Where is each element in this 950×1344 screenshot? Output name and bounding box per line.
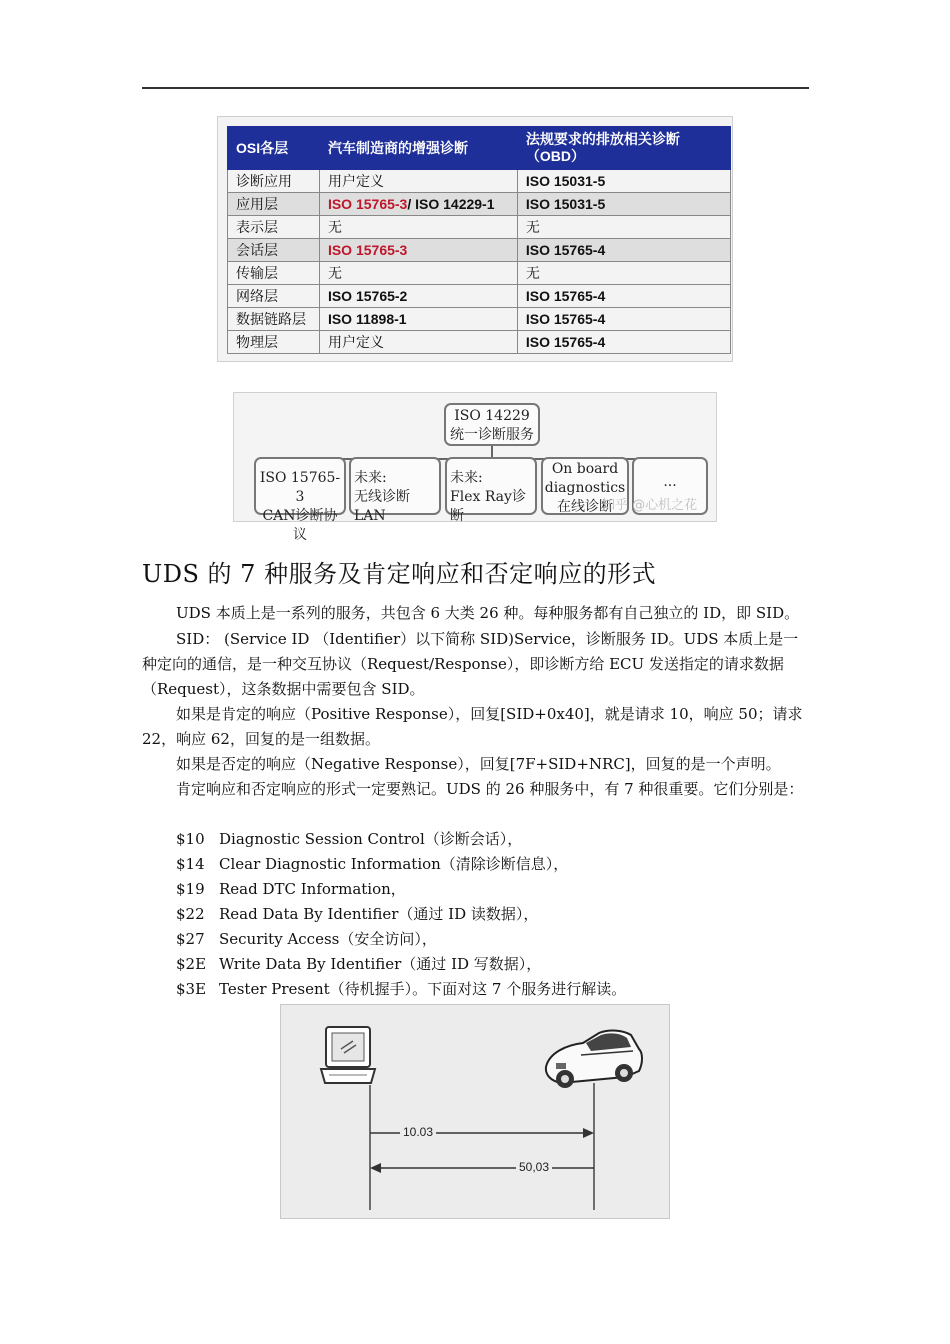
table-cell: 用户定义 xyxy=(319,331,517,354)
paragraph-5: 肯定响应和否定响应的形式一定要熟记。UDS 的 26 种服务中，有 7 种很重要。它们分别是： xyxy=(176,780,804,798)
table-row xyxy=(228,193,731,216)
request-label: 10.03 xyxy=(400,1125,436,1139)
header-oem-diagnostics: 汽车制造商的增强诊断 xyxy=(319,127,517,170)
table-cell: ISO 15765-4 xyxy=(517,331,730,354)
table-row xyxy=(228,331,731,354)
header-rule xyxy=(142,87,809,89)
osi-layer-table-figure xyxy=(217,116,733,362)
table-row xyxy=(228,285,731,308)
service-code: $3E xyxy=(176,980,207,998)
service-item xyxy=(176,952,541,977)
child-node-line: 无线诊断LAN xyxy=(354,489,410,524)
header-obd-diagnostics: 法规要求的排放相关诊断 （OBD） xyxy=(517,127,730,170)
child-node-line: 在线诊断 xyxy=(557,499,613,515)
child-node-wireless-lan xyxy=(349,457,441,524)
paragraph-3: 如果是肯定的响应（Positive Response），回复[SID+0x40]，就是请求 10，响应 50；请求 22，响应 62，回复的是一组数据。 xyxy=(142,705,803,748)
table-cell: 会话层 xyxy=(228,239,320,262)
service-text: Read Data By Identifier（通过 ID 读数据）， xyxy=(219,905,539,923)
table-cell: ISO 15765-2 xyxy=(319,285,517,308)
header-osi-layer: OSI各层 xyxy=(228,127,320,170)
table-cell: 无 xyxy=(319,262,517,285)
child-node-flexray xyxy=(445,457,537,524)
service-item xyxy=(176,877,406,902)
service-item xyxy=(176,977,626,1002)
response-arrowhead xyxy=(370,1163,381,1173)
request-arrowhead xyxy=(583,1128,594,1138)
child-node-line: ISO 15765-3 xyxy=(259,470,341,505)
request-response-sequence-figure xyxy=(280,1004,670,1219)
root-node-line2: 统一诊断服务 xyxy=(450,427,534,443)
table-cell: ISO 15031-5 xyxy=(517,193,730,216)
child-node-line: On board xyxy=(551,461,619,477)
service-code: $22 xyxy=(176,905,205,923)
root-node-line1: ISO 14229 xyxy=(454,408,530,424)
root-node-uds xyxy=(444,403,540,446)
table-cell: 无 xyxy=(319,216,517,239)
table-cell: ISO 15031-5 xyxy=(517,170,730,193)
child-node-line: CAN诊断协议 xyxy=(262,508,338,543)
service-item xyxy=(176,902,538,927)
table-cell: 数据链路层 xyxy=(228,308,320,331)
child-node-line: 未来: xyxy=(354,470,387,486)
laptop-icon xyxy=(321,1027,375,1083)
child-node-can xyxy=(254,457,346,543)
child-node-line: ... xyxy=(663,474,677,490)
child-node-line: diagnostics xyxy=(544,480,626,496)
table-row xyxy=(228,239,731,262)
table-cell: 无 xyxy=(517,262,730,285)
table-cell: ISO 15765-4 xyxy=(517,285,730,308)
service-text: Tester Present（待机握手）。下面对这 7 个服务进行解读。 xyxy=(219,980,627,998)
table-cell: ISO 15765-4 xyxy=(517,308,730,331)
table-header-row xyxy=(228,127,731,170)
table-cell: 用户定义 xyxy=(319,170,517,193)
table-cell: 无 xyxy=(517,216,730,239)
child-node-line: Flex Ray诊断 xyxy=(450,489,526,524)
service-code: $14 xyxy=(176,855,205,873)
service-code: $27 xyxy=(176,930,205,948)
table-cell: 应用层 xyxy=(228,193,320,216)
service-item xyxy=(176,927,437,952)
service-text: Clear Diagnostic Information（清除诊断信息）， xyxy=(219,855,569,873)
service-text: Security Access（安全访问）， xyxy=(219,930,437,948)
service-text: Read DTC Information， xyxy=(219,880,406,898)
sequence-graphics xyxy=(281,1005,671,1220)
table-cell: ISO 15765-3 xyxy=(319,239,517,262)
service-item xyxy=(176,827,522,852)
table-cell: ISO 15765-4 xyxy=(517,239,730,262)
table-cell: ISO 11898-1 xyxy=(319,308,517,331)
table-cell: ISO 15765-3/ ISO 14229-1 xyxy=(319,193,517,216)
table-row xyxy=(228,216,731,239)
paragraph-2: SID： (Service ID （Identifier）以下简称 SID)Service，诊断服务 ID。UDS 本质上是一种定向的通信，是一种交互协议（Request/Response），即诊断方给 ECU 发送指定的请求数据（Request），这条数据中需要包含 SID。 xyxy=(142,630,799,698)
watermark: 知乎 @心机之花 xyxy=(602,498,698,513)
service-code: $2E xyxy=(176,955,207,973)
table-row xyxy=(228,262,731,285)
car-icon xyxy=(546,1031,642,1088)
table-cell: 物理层 xyxy=(228,331,320,354)
table-cell: 传输层 xyxy=(228,262,320,285)
table-row xyxy=(228,308,731,331)
service-text: Diagnostic Session Control（诊断会话）， xyxy=(219,830,523,848)
table-cell: 网络层 xyxy=(228,285,320,308)
service-code: $19 xyxy=(176,880,205,898)
paragraph-1: UDS 本质上是一系列的服务，共包含 6 大类 26 种。每种服务都有自己独立的 ID，即 SID。 xyxy=(176,604,800,622)
service-item xyxy=(176,852,568,877)
child-node-line: 未来: xyxy=(450,470,483,486)
response-label: 50,03 xyxy=(516,1160,552,1174)
table-row xyxy=(228,170,731,193)
paragraph-4: 如果是否定的响应（Negative Response），回复[7F+SID+NRC]，回复的是一个声明。 xyxy=(176,755,781,773)
service-text: Write Data By Identifier（通过 ID 写数据）， xyxy=(219,955,542,973)
table-cell: 表示层 xyxy=(228,216,320,239)
service-code: $10 xyxy=(176,830,205,848)
section-heading: UDS 的 7 种服务及肯定响应和否定响应的形式 xyxy=(142,560,657,588)
table-cell: 诊断应用 xyxy=(228,170,320,193)
osi-layer-table xyxy=(227,126,731,354)
